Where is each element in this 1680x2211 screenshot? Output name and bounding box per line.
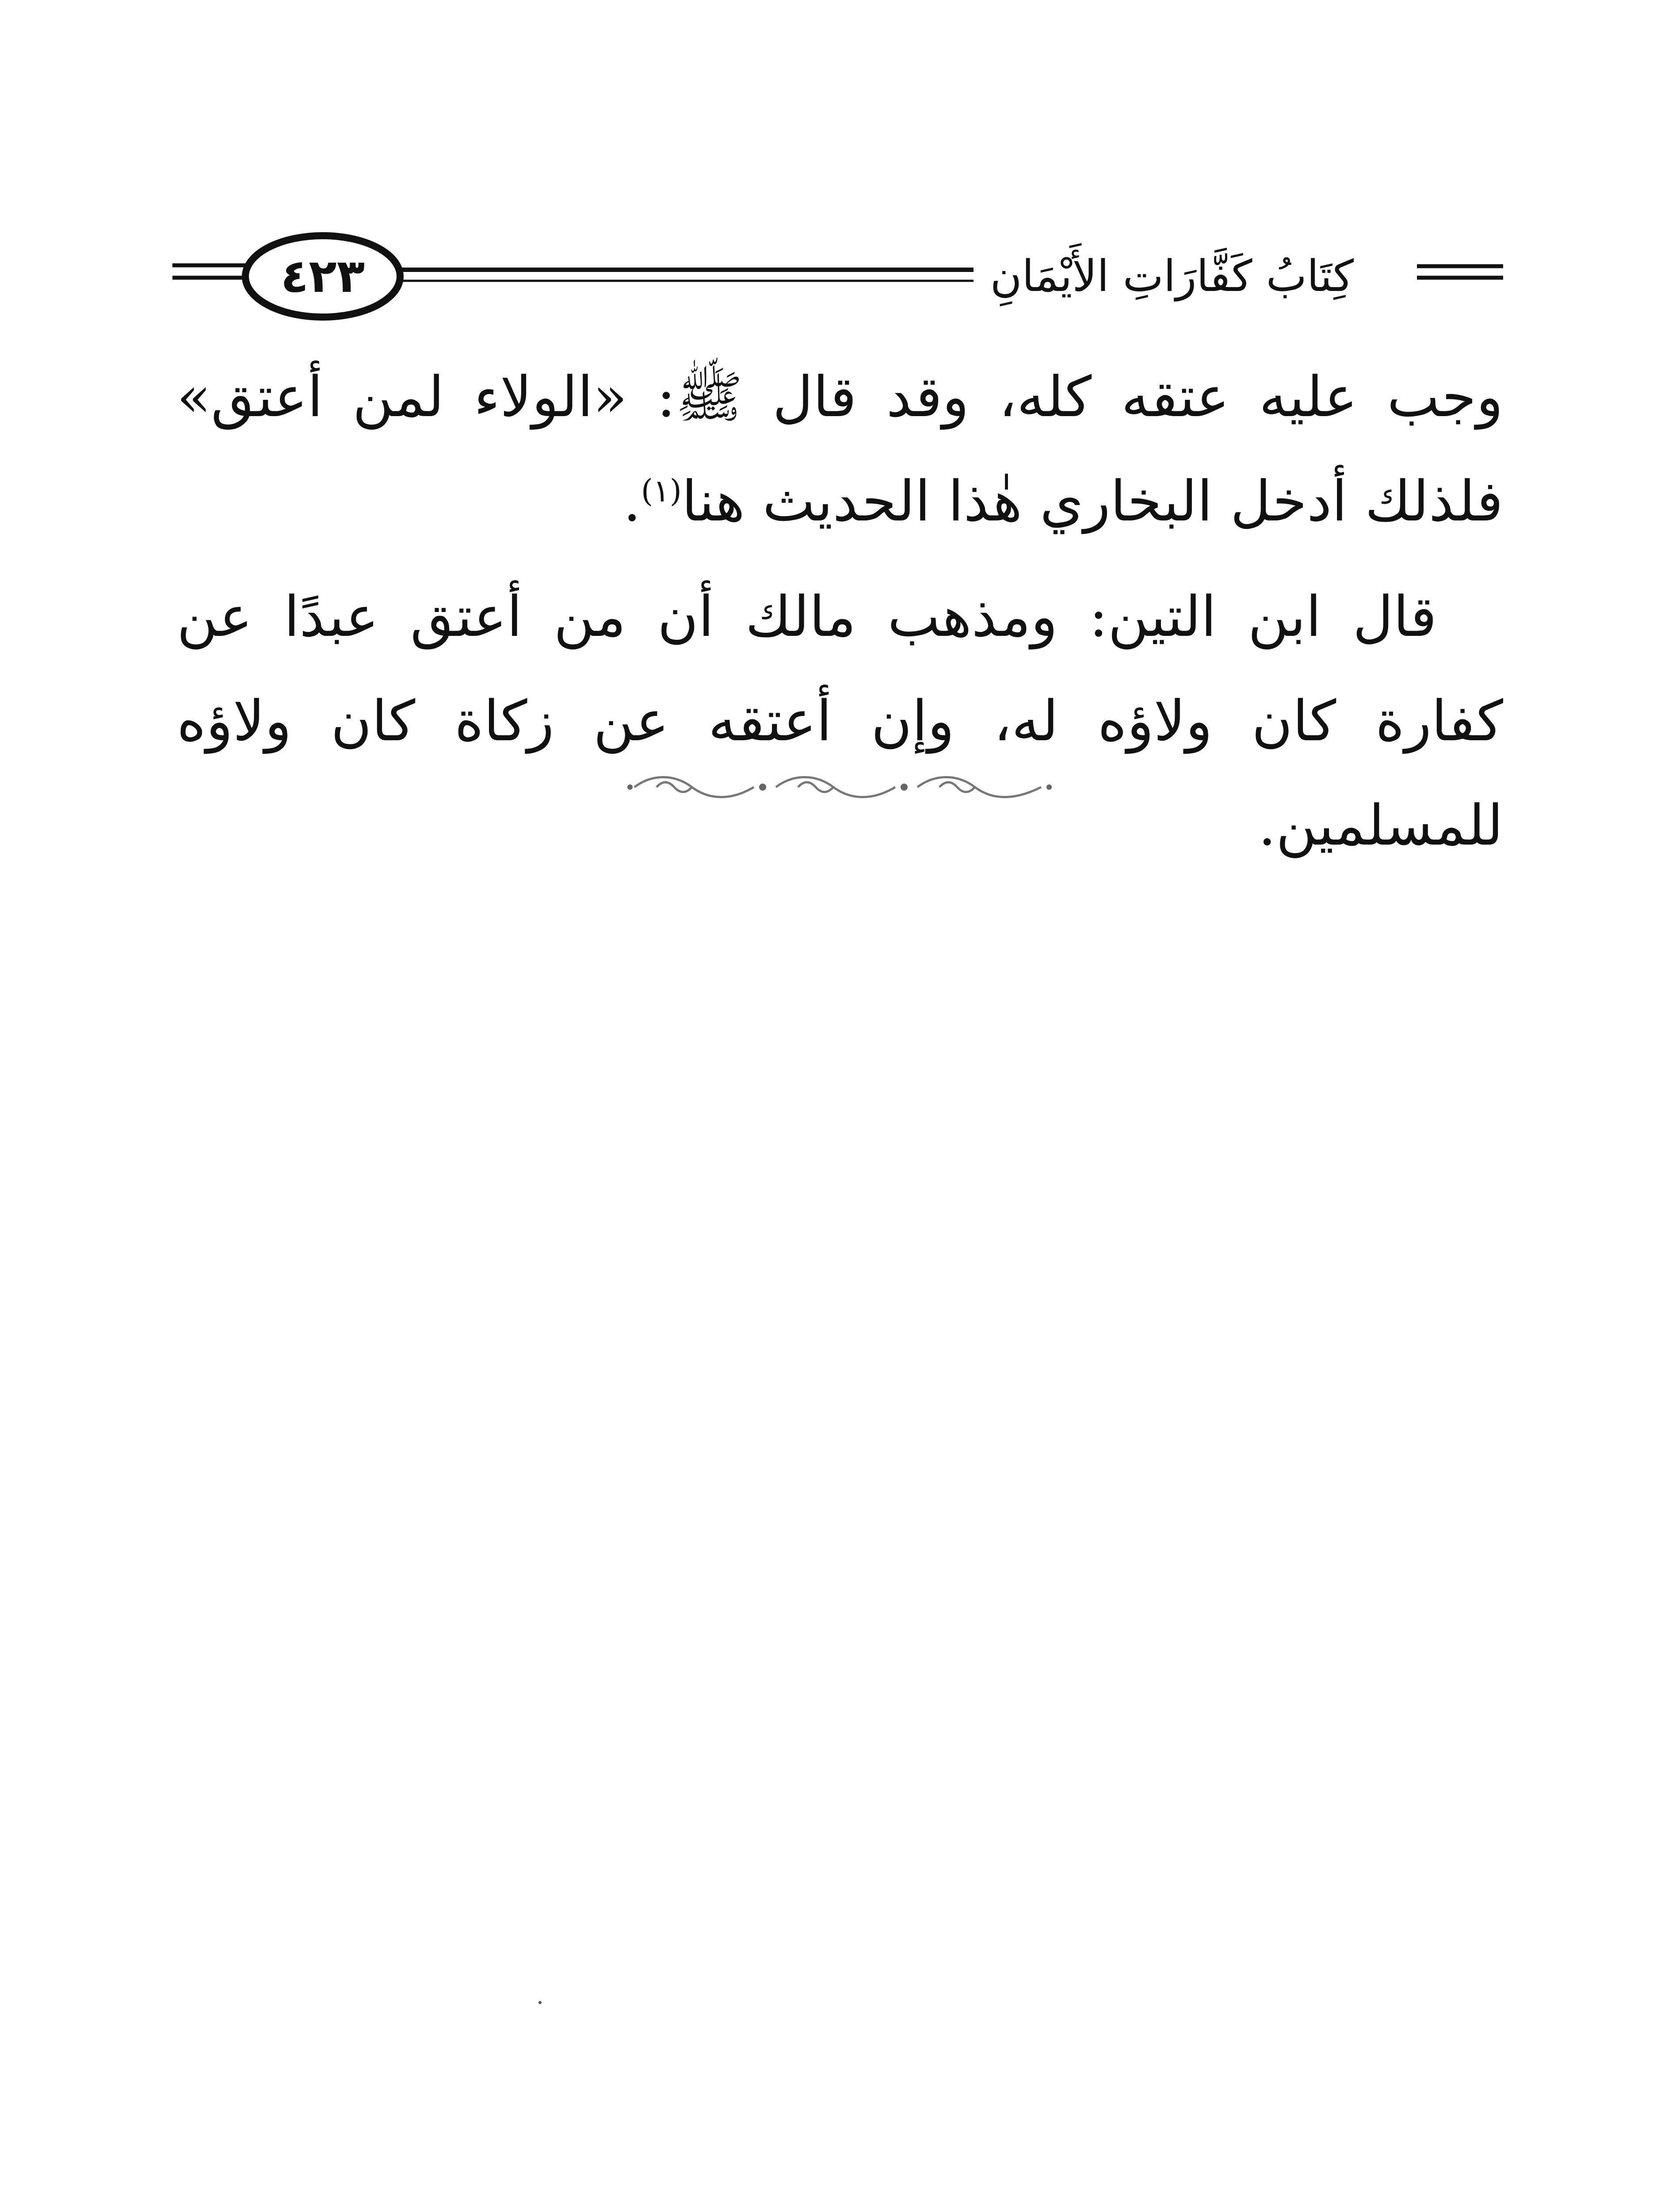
chapter-title: كِتَابُ كَفَّارَاتِ الأَيْمَانِ: [974, 243, 1371, 310]
running-header: [172, 217, 1503, 332]
main-text: [177, 345, 1503, 889]
footnote-reference[interactable]: (١): [641, 473, 682, 509]
section-end-ornament: [626, 772, 1054, 803]
scan-speck: [538, 2001, 542, 2004]
page-number: ٤٢٣: [280, 249, 365, 303]
paragraph-end-punctuation: .: [623, 469, 641, 534]
paragraph-text: قال ابن التين: ومذهب مالك أن من أعتق عبدًا عن كفارة كان ولاؤه له، وإن أعتقه عن زكاة كان ولاؤه للمسلمين.: [177, 584, 1503, 858]
paragraph: [177, 345, 1503, 554]
paragraph: [177, 565, 1503, 878]
paragraph-text: وجب عليه عتقه كله، وقد قال ﷺ: «الولاء لمن أعتق» فلذلك أدخل البخاري هٰذا الحديث هنا: [177, 364, 1503, 534]
